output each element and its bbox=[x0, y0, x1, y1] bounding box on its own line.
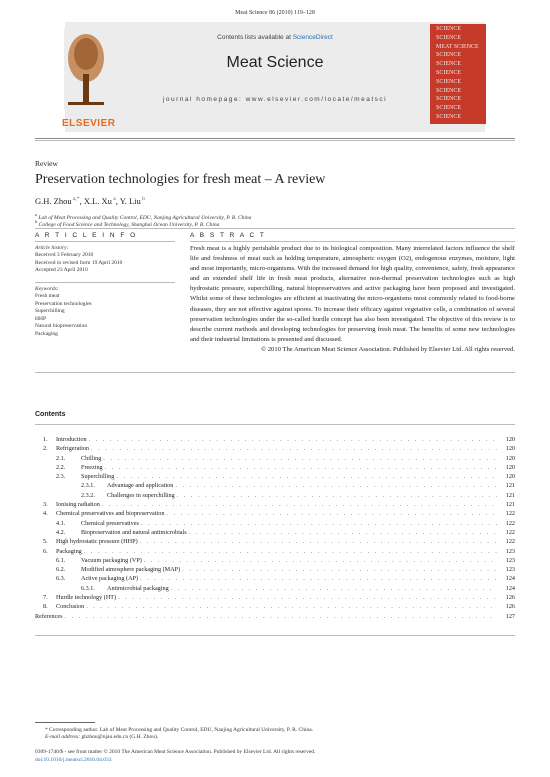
toc-leader bbox=[116, 472, 497, 481]
toc-page-number: 122 bbox=[505, 510, 515, 518]
issn-line: 0309-1740/$ - see front matter © 2010 The American Meat Science Association. Published by Elsevier Ltd. All rights reserved. bbox=[35, 749, 316, 755]
keywords-block bbox=[35, 286, 92, 338]
toc-page-number: 121 bbox=[505, 482, 515, 490]
affiliation-a-text: Lab of Meat Processing and Quality Control, EDU, Nanjing Agricultural University, P. R. China bbox=[38, 214, 252, 221]
toc-entry[interactable] bbox=[35, 463, 515, 472]
toc-title: Active packaging (AP) bbox=[81, 575, 139, 583]
toc-number: 1. bbox=[43, 436, 48, 443]
toc-page-number: 127 bbox=[505, 612, 515, 620]
toc-leader bbox=[171, 584, 497, 593]
article-title: Preservation technologies for fresh meat – A review bbox=[35, 172, 326, 187]
toc-number: 6.2. bbox=[56, 566, 66, 574]
toc-leader bbox=[141, 519, 497, 528]
toc-title: Chemical preservatives and biopreservation bbox=[56, 510, 165, 518]
keyword: HHP bbox=[35, 315, 47, 322]
toc-page-number: 124 bbox=[505, 575, 515, 583]
keywords-rule bbox=[35, 282, 175, 283]
cover-text: SCIENCE bbox=[436, 26, 462, 32]
toc-title: Introduction bbox=[56, 436, 87, 443]
toc-entry[interactable] bbox=[35, 556, 515, 565]
author-name[interactable]: G.H. Zhou bbox=[35, 196, 72, 206]
info-sub-rule bbox=[35, 241, 175, 242]
toc-number: 2.2. bbox=[56, 463, 66, 471]
author-name[interactable]: Y. Liu bbox=[119, 196, 141, 206]
toc-title: Refrigeration bbox=[56, 445, 89, 453]
contents-available-line bbox=[65, 34, 485, 41]
toc-leader bbox=[175, 481, 497, 490]
keyword: Natural biopreservation bbox=[35, 323, 88, 330]
contents-rule bbox=[35, 424, 515, 425]
journal-cover-image bbox=[430, 24, 486, 124]
email-line bbox=[45, 734, 313, 741]
toc-entry[interactable] bbox=[35, 472, 515, 481]
article-history bbox=[35, 245, 122, 275]
toc-page-number: 120 bbox=[505, 445, 515, 453]
keywords-label: Keywords: bbox=[35, 286, 59, 292]
toc-page-number: 126 bbox=[505, 603, 515, 611]
author-affiliation-sup: a,* bbox=[71, 196, 80, 203]
toc-entry[interactable] bbox=[35, 491, 515, 500]
abstract-copyright: © 2010 The American Meat Science Association. Published by Elsevier Ltd. All rights reserved. bbox=[261, 345, 515, 353]
footnote-rule bbox=[35, 722, 95, 723]
toc-leader bbox=[86, 602, 497, 611]
toc-entry[interactable] bbox=[35, 584, 515, 593]
toc-number: 2.3. bbox=[56, 473, 66, 481]
contents-prefix: Contents lists available at bbox=[217, 34, 291, 41]
keyword: Packaging bbox=[35, 330, 58, 337]
author-list: G.H. Zhou $^{a,*}$, X.L. Xu $^a$, Y. Liu $^b$ bbox=[35, 196, 145, 206]
toc-entry[interactable] bbox=[35, 519, 515, 528]
info-rule bbox=[35, 228, 515, 229]
toc-leader bbox=[140, 537, 497, 546]
toc-leader bbox=[166, 509, 497, 518]
article-info-heading: A R T I C L E I N F O bbox=[35, 232, 138, 239]
toc-leader bbox=[189, 528, 497, 537]
toc-title: Challenges in superchilling bbox=[107, 491, 175, 499]
cover-text: MEAT SCIENCE bbox=[436, 43, 479, 50]
toc-title: Vacuum packaging (VP) bbox=[81, 556, 142, 564]
affiliation-a-sup: a bbox=[35, 212, 38, 217]
toc-page-number: 122 bbox=[505, 528, 515, 536]
toc-title: Hurdle technology (HT) bbox=[56, 594, 117, 602]
history-label: Article history: bbox=[35, 245, 69, 251]
header-rule-thin bbox=[35, 140, 515, 141]
toc-number: 3. bbox=[43, 501, 48, 509]
journal-reference: Meat Science 86 (2010) 119–128 bbox=[235, 10, 315, 16]
toc-title: Superchilling bbox=[81, 473, 115, 481]
toc-page-number: 123 bbox=[505, 547, 515, 555]
toc-number: 6. bbox=[43, 547, 48, 555]
toc-entry[interactable] bbox=[35, 565, 515, 574]
corresponding-footnote bbox=[45, 727, 313, 742]
toc-title: Packaging bbox=[56, 547, 82, 555]
toc-page-number: 122 bbox=[505, 538, 515, 546]
toc-title: Advantage and application bbox=[107, 482, 174, 490]
toc-number: 2. bbox=[43, 445, 48, 453]
keyword: Preservation technologies bbox=[35, 300, 92, 307]
toc-number: 4. bbox=[43, 510, 48, 518]
toc-entry[interactable] bbox=[35, 528, 515, 537]
cover-text: SCIENCE bbox=[436, 70, 462, 76]
cover-text: SCIENCE bbox=[436, 34, 462, 41]
corresponding-author-note: * Corresponding author. Lab of Meat Processing and Quality Control, EDU, Nanjing Agricultural University, P. R. China. bbox=[45, 727, 314, 733]
toc-entry[interactable] bbox=[35, 537, 515, 546]
toc-leader bbox=[91, 444, 497, 453]
toc-page-number: 123 bbox=[505, 566, 515, 574]
toc-title: References bbox=[35, 612, 63, 620]
header-rule bbox=[35, 138, 515, 139]
author-affiliation-sup: b bbox=[140, 196, 145, 203]
abstract-sub-rule bbox=[190, 241, 515, 242]
toc-leader bbox=[64, 612, 497, 621]
sciencedirect-link[interactable]: ScienceDirect bbox=[292, 34, 333, 41]
doi-link[interactable]: doi:10.1016/j.meatsci.2010.04.033 bbox=[35, 756, 112, 763]
cover-text: SCIENCE bbox=[436, 52, 462, 59]
bottom-matter bbox=[35, 749, 315, 764]
toc-title: High hydrostatic pressure (HHP) bbox=[56, 538, 138, 546]
cover-text: SCIENCE bbox=[436, 114, 462, 120]
keyword: Fresh meat bbox=[35, 293, 60, 300]
toc-entry[interactable] bbox=[35, 509, 515, 518]
toc-title: Freezing bbox=[81, 463, 103, 471]
toc-entry[interactable] bbox=[35, 547, 515, 556]
toc-page-number: 120 bbox=[505, 463, 515, 471]
toc-leader bbox=[103, 454, 497, 463]
article-type: Review bbox=[35, 159, 58, 168]
toc-number: 8. bbox=[43, 603, 48, 611]
email-label: E-mail address: bbox=[45, 734, 81, 741]
toc-entry[interactable] bbox=[35, 454, 515, 463]
toc-leader bbox=[105, 463, 497, 472]
toc-entry[interactable] bbox=[35, 500, 515, 509]
toc-number: 6.1. bbox=[56, 556, 66, 564]
toc-number: 6.3.1. bbox=[81, 584, 95, 592]
cover-text: SCIENCE bbox=[436, 78, 462, 85]
toc-leader bbox=[144, 556, 497, 565]
toc-page-number: 122 bbox=[505, 519, 515, 527]
toc-entry[interactable] bbox=[35, 574, 515, 583]
toc-entry[interactable] bbox=[35, 444, 515, 453]
toc-entry[interactable] bbox=[35, 435, 515, 444]
toc-entry[interactable] bbox=[35, 612, 515, 621]
toc-title: Biopreservation and natural antimicrobials bbox=[81, 528, 187, 536]
toc-title: Conclusion bbox=[56, 603, 85, 611]
toc-page-number: 120 bbox=[505, 436, 515, 443]
toc-number: 7. bbox=[43, 594, 48, 602]
history-received: Received 3 February 2010 bbox=[35, 252, 94, 259]
toc-number: 2.3.2. bbox=[81, 491, 95, 499]
toc-leader bbox=[140, 574, 497, 583]
toc-leader bbox=[102, 500, 497, 509]
author-affiliation-sup: a bbox=[111, 196, 116, 203]
toc-title: Ionising radiation bbox=[56, 501, 100, 509]
toc-page-number: 124 bbox=[505, 584, 515, 592]
history-accepted: Accepted 23 April 2010 bbox=[35, 267, 88, 274]
toc-number: 6.3. bbox=[56, 575, 66, 583]
toc-page-number: 121 bbox=[505, 491, 515, 499]
author-email-link[interactable]: ghzhou@njau.edu.cn (G.H. Zhou). bbox=[81, 734, 159, 741]
toc-page-number: 120 bbox=[505, 473, 515, 481]
keyword: Superchilling bbox=[35, 308, 65, 315]
toc-page-number: 120 bbox=[505, 454, 515, 462]
toc-leader bbox=[182, 565, 497, 574]
toc-leader bbox=[84, 547, 497, 556]
cover-text: SCIENCE bbox=[436, 105, 462, 112]
abstract-text: Fresh meat is a highly perishable product due to its biological composition. Many interrelated factors influence the shelf life and freshness of meat such as holding temperature, atmospheric oxygen (O2), endogenous enzymes, moisture, light and most importantly, micro-organisms. With the increased demand for high quality, convenience, safety, fresh appearance and an extended shelf life in fresh meat products, alternative non-thermal preservation technologies such as high hydrostatic pressure, superchilling, natural biopreservatives and active packaging have been proposed and investigated. Whilst some of these technologies are efficient at inactivating the micro-organisms most commonly related to food-borne diseases, they are not effective against spores. To increase their efficacy against vegetative cells, a combination of several preservation technologies under the so-called hurdle concept has also been investigated. The objective of this review is to describe current methods and developing technologies for preserving fresh meat. The benefits of some new technologies and their industrial limitations is presented and discussed. bbox=[190, 245, 515, 343]
author-name[interactable]: X.L. Xu bbox=[83, 196, 112, 206]
toc-number: 5. bbox=[43, 538, 48, 546]
toc-entry[interactable] bbox=[35, 593, 515, 602]
abstract-end-rule bbox=[35, 372, 515, 373]
table-of-contents bbox=[35, 435, 515, 621]
cover-text: SCIENCE bbox=[436, 87, 462, 94]
abstract-heading: A B S T R A C T bbox=[190, 232, 266, 239]
contents-end-rule bbox=[35, 635, 515, 636]
toc-number: 4.2. bbox=[56, 528, 66, 536]
toc-entry[interactable] bbox=[35, 602, 515, 611]
affiliation-b-sup: b bbox=[35, 219, 38, 224]
toc-title: Antimicrobial packaging bbox=[107, 584, 169, 592]
toc-leader bbox=[89, 435, 497, 444]
cover-text: SCIENCE bbox=[436, 96, 462, 103]
toc-leader bbox=[118, 593, 497, 602]
abstract-body bbox=[190, 244, 515, 355]
toc-entry[interactable] bbox=[35, 481, 515, 490]
contents-heading: Contents bbox=[35, 411, 66, 418]
toc-title: Modified atmosphere packaging (MAP) bbox=[81, 566, 181, 574]
toc-number: 2.1. bbox=[56, 454, 66, 462]
toc-title: Chemical preservatives bbox=[81, 519, 139, 527]
toc-title: Chilling bbox=[81, 454, 102, 462]
toc-number: 2.3.1. bbox=[81, 482, 95, 490]
cover-text: SCIENCE bbox=[436, 61, 462, 68]
toc-page-number: 126 bbox=[505, 594, 515, 602]
journal-homepage[interactable]: journal homepage: www.elsevier.com/locate/meatsci bbox=[162, 96, 388, 103]
toc-page-number: 123 bbox=[505, 556, 515, 564]
toc-number: 4.1. bbox=[56, 519, 66, 527]
history-revised: Received in revised form 19 April 2010 bbox=[35, 259, 123, 266]
journal-title: Meat Science bbox=[226, 54, 324, 71]
toc-page-number: 121 bbox=[505, 501, 515, 509]
affiliation-b bbox=[35, 219, 219, 228]
affiliation-b-text: College of Food Science and Technology, Shanghai Ocean University, P. R. China bbox=[38, 221, 220, 228]
toc-leader bbox=[177, 491, 497, 500]
publisher-logo-text: ELSEVIER bbox=[62, 118, 116, 129]
